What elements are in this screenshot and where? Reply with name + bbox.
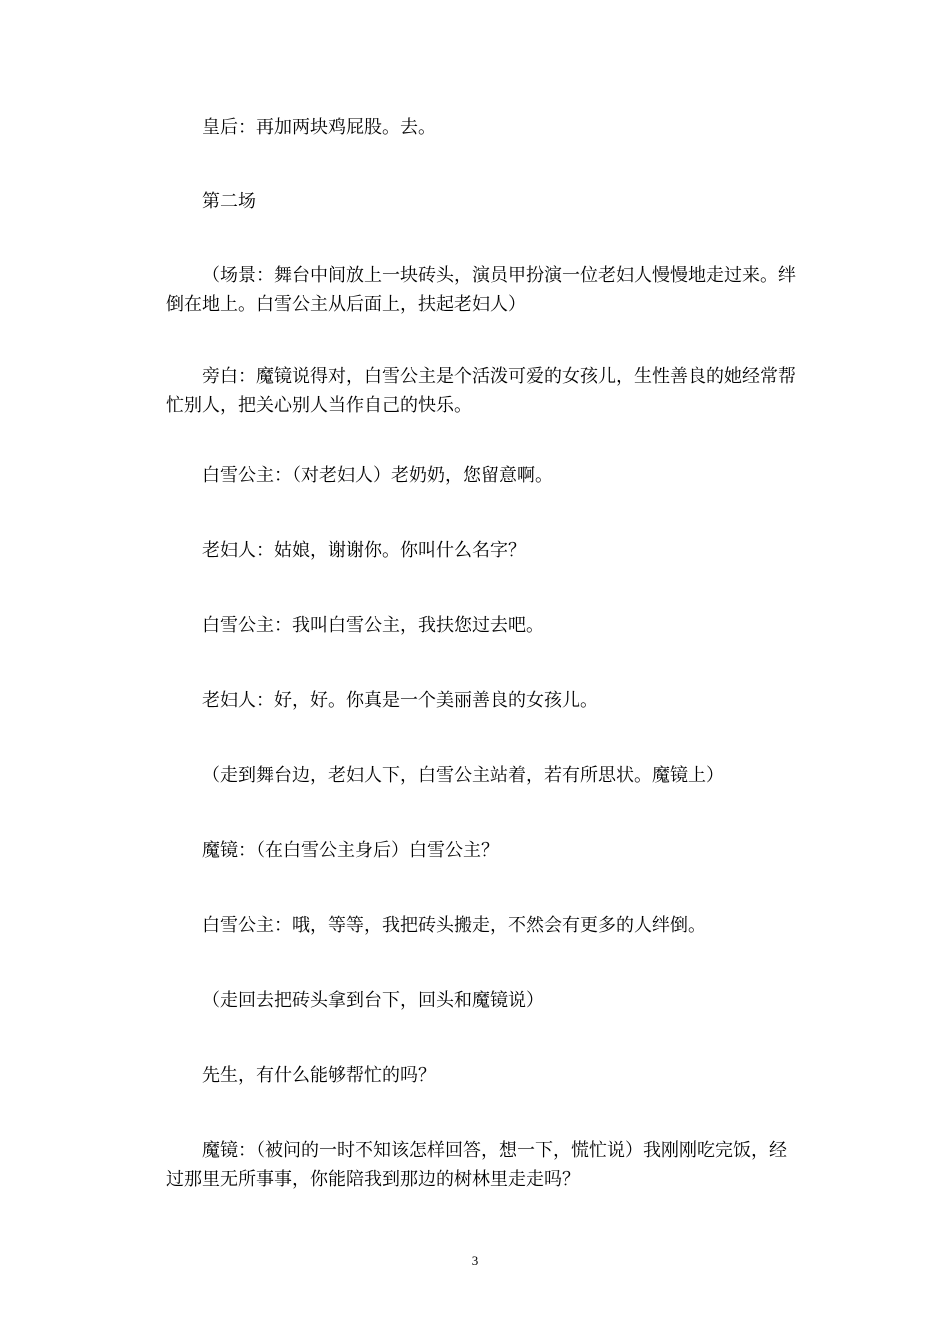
paragraph-old-woman-line: 老妇人：好，好。你真是一个美丽善良的女孩儿。 — [202, 690, 598, 711]
paragraph-stage-direction: （走回去把砖头拿到台下，回头和魔镜说） — [202, 990, 544, 1011]
paragraph-snow-white-line: 白雪公主：（对老妇人）老奶奶，您留意啊。 — [202, 465, 553, 486]
paragraph-stage-direction: （场景：舞台中间放上一块砖头，演员甲扮演一位老妇人慢慢地走过来。绊倒在地上。白雪公主从后面上，扶起老妇人） — [166, 265, 796, 315]
paragraph-snow-white-line: 白雪公主：我叫白雪公主，我扶您过去吧。 — [202, 615, 544, 636]
paragraph-snow-white-line: 白雪公主：哦，等等，我把砖头搬走，不然会有更多的人绊倒。 — [202, 915, 706, 936]
paragraph-queen-line: 皇后：再加两块鸡屁股。去。 — [202, 117, 436, 138]
page-number: 3 — [471, 1253, 479, 1268]
paragraph-narration: 旁白：魔镜说得对，白雪公主是个活泼可爱的女孩儿，生性善良的她经常帮忙别人，把关心别人当作自己的快乐。 — [166, 366, 796, 416]
paragraph-snow-white-line: 先生，有什么能够帮忙的吗？ — [202, 1065, 436, 1086]
paragraph-old-woman-line: 老妇人：姑娘，谢谢你。你叫什么名字？ — [202, 540, 526, 561]
paragraph-mirror-line: 魔镜：（在白雪公主身后）白雪公主？ — [202, 840, 499, 861]
paragraph-scene-title: 第二场 — [202, 191, 256, 212]
paragraph-stage-direction: （走到舞台边，老妇人下，白雪公主站着，若有所思状。魔镜上） — [202, 765, 724, 786]
paragraph-mirror-line: 魔镜：（被问的一时不知该怎样回答，想一下，慌忙说）我刚刚吃完饭，经过那里无所事事，你能陪我到那边的树林里走走吗？ — [166, 1140, 787, 1190]
